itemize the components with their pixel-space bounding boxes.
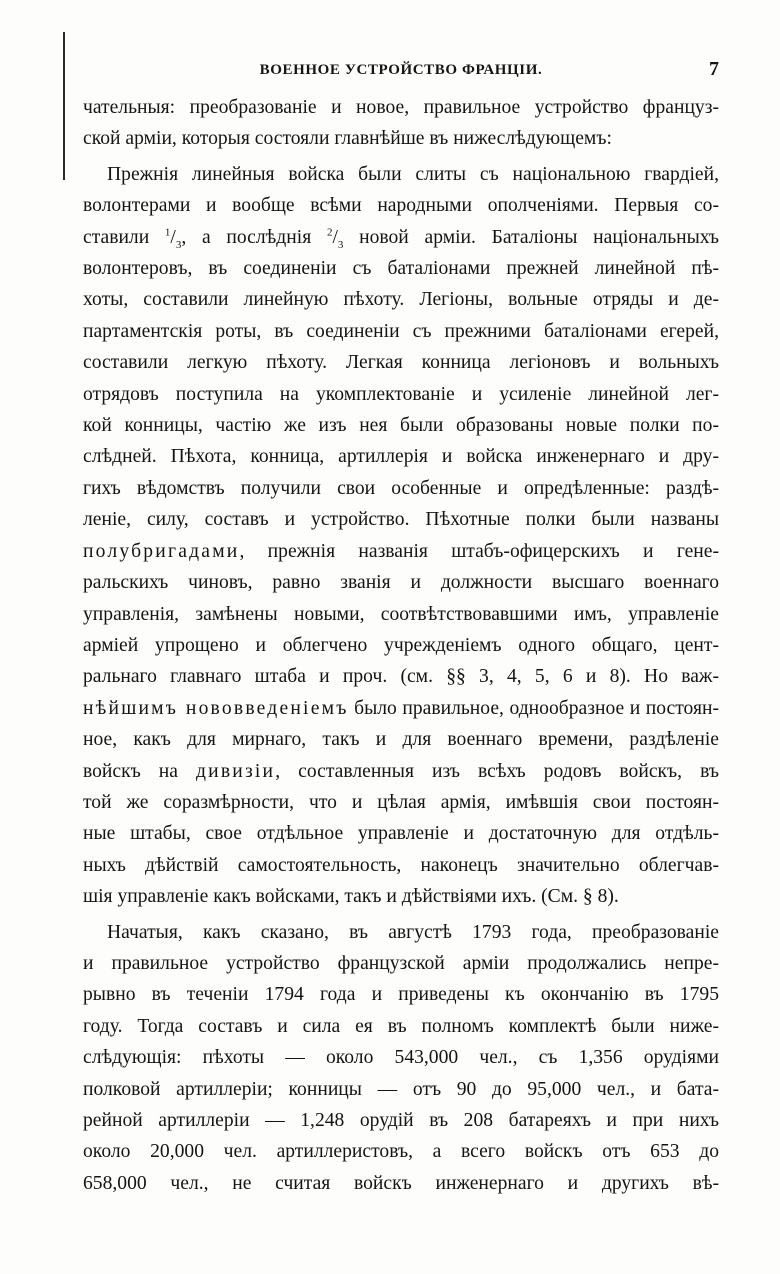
text-line: гихъ вѣдомствъ получили свои особенные и опредѣленные: раздѣ-	[83, 477, 719, 499]
text-line: ныхъ дѣйствій самостоятельность, наконецъ значительно облегчав-	[83, 854, 719, 876]
text-fragment: было правильное, однообразное и постоян-	[348, 697, 720, 719]
text-line: 658,000 чел., не считая войскъ инженернаго и другихъ вѣ-	[83, 1172, 719, 1194]
text-fragment: , а послѣднія	[181, 226, 327, 248]
fraction-denominator: 3	[175, 238, 182, 251]
fraction-numerator: 2	[326, 226, 333, 239]
text-line: полковой артиллеріи; конницы — отъ 90 до 95,000 чел., и бата-	[83, 1078, 719, 1100]
text-line: составили легкую пѣхоту. Легкая конница легіоновъ и вольныхъ	[83, 352, 719, 374]
text-line: партаментскія роты, въ соединеніи съ прежними баталіонами егерей,	[83, 320, 719, 342]
text-line: шія управленіе какъ войсками, такъ и дѣйствіями ихъ. (См. § 8).	[83, 886, 619, 908]
text-line: ской арміи, которыя состояли главнѣйше въ нижеслѣдующемъ:	[83, 128, 612, 150]
paragraph-army-reform	[83, 159, 719, 913]
running-title: ВОЕННОЕ УСТРОЙСТВО ФРАНЦІИ.	[259, 62, 543, 78]
text-fragment: новой арміи. Баталіоны національныхъ	[343, 226, 719, 248]
page-number: 7	[709, 58, 719, 80]
text-line: году. Тогда составъ и сила ея въ полномъ комплектѣ были ниже-	[83, 1015, 719, 1037]
text-line: хоты, составили линейную пѣхоту. Легіоны, вольные отряды и де-	[83, 289, 719, 311]
text-line: ные штабы, свое отдѣльное управленіе и достаточную для отдѣль-	[83, 823, 719, 845]
text-line: Прежнія линейныя войска были слиты съ національною гвардіей,	[107, 163, 719, 185]
running-head	[83, 52, 719, 92]
fraction-denominator: 3	[337, 238, 344, 251]
paragraph-continuation	[83, 92, 719, 155]
text-line: около 20,000 чел. артиллеристовъ, а всего войскъ отъ 653 до	[83, 1141, 719, 1163]
text-line: рейной артиллеріи — 1,248 орудій въ 208 батареяхъ и при нихъ	[83, 1110, 719, 1131]
text-fragment: , прежнія названія штабъ-офицерскихъ и гене-	[239, 540, 719, 562]
text-line: той же соразмѣрности, что и цѣлая армія, имѣвшія свои постоян-	[83, 791, 719, 813]
book-page	[83, 52, 719, 1199]
text-line: слѣдующія: пѣхоты — около 543,000 чел., съ 1,356 орудіями	[83, 1047, 719, 1069]
text-line: Начатыя, какъ сказано, въ августѣ 1793 года, преобразованіе	[107, 921, 719, 943]
text-line: отрядовъ поступила на укомплектованіе и усиленіе линейной лег-	[83, 383, 719, 405]
text-fragment: , составленныя изъ всѣхъ родовъ войскъ, въ	[275, 760, 719, 782]
text-line	[83, 756, 719, 787]
text-line: леніе, силу, составъ и устройство. Пѣхотные полки были названы	[83, 509, 719, 531]
text-line: ральнаго главнаго штаба и проч. (см. §§ 3, 4, 5, 6 и 8). Но важ-	[83, 666, 719, 688]
emphasized-term: полубригадами	[83, 540, 240, 562]
text-fragment: ставили	[83, 226, 165, 248]
text-line: и правильное устройство французской арміи продолжались непре-	[83, 952, 719, 974]
text-line: управленія, замѣнены новыми, соотвѣтствовавшими имъ, управленіе	[83, 603, 719, 625]
paragraph-army-composition	[83, 917, 719, 1200]
text-line: слѣдней. Пѣхота, конница, артиллерія и войска инженернаго и дру-	[83, 446, 719, 468]
text-line: волонтеровъ, въ соединеніи съ баталіонами прежней линейной пѣ-	[83, 258, 719, 280]
emphasized-term: дивизіи	[195, 760, 276, 782]
text-line: рывно въ теченіи 1794 года и приведены къ окончанію въ 1795	[83, 984, 719, 1006]
text-fragment: войскъ на	[83, 760, 196, 782]
text-line: ное, какъ для мирнаго, такъ и для военнаго времени, раздѣленіе	[83, 729, 719, 751]
emphasized-term: нѣйшимъ нововведеніемъ	[83, 697, 349, 719]
body-text	[83, 92, 719, 1199]
text-line: волонтерами и вообще всѣми народными ополченіями. Первыя со-	[83, 195, 719, 217]
margin-rule	[63, 32, 65, 180]
text-line: кой конницы, частію же изъ нея были образованы новые полки по-	[83, 415, 719, 437]
text-line: арміей упрощено и облегчено учрежденіемъ одного общаго, цент-	[83, 634, 719, 656]
text-line	[83, 693, 719, 724]
text-line: чательныя: преобразованіе и новое, правильное устройство француз-	[83, 97, 719, 118]
text-line: ставили $^1/_3$, а послѣднія $^2/_3$ новой арміи. Баталіоны національныхъ	[83, 226, 719, 251]
text-line	[83, 536, 719, 567]
text-line: ральскихъ чиновъ, равно званія и должности высшаго военнаго	[83, 572, 719, 594]
fraction-numerator: 1	[164, 226, 171, 239]
